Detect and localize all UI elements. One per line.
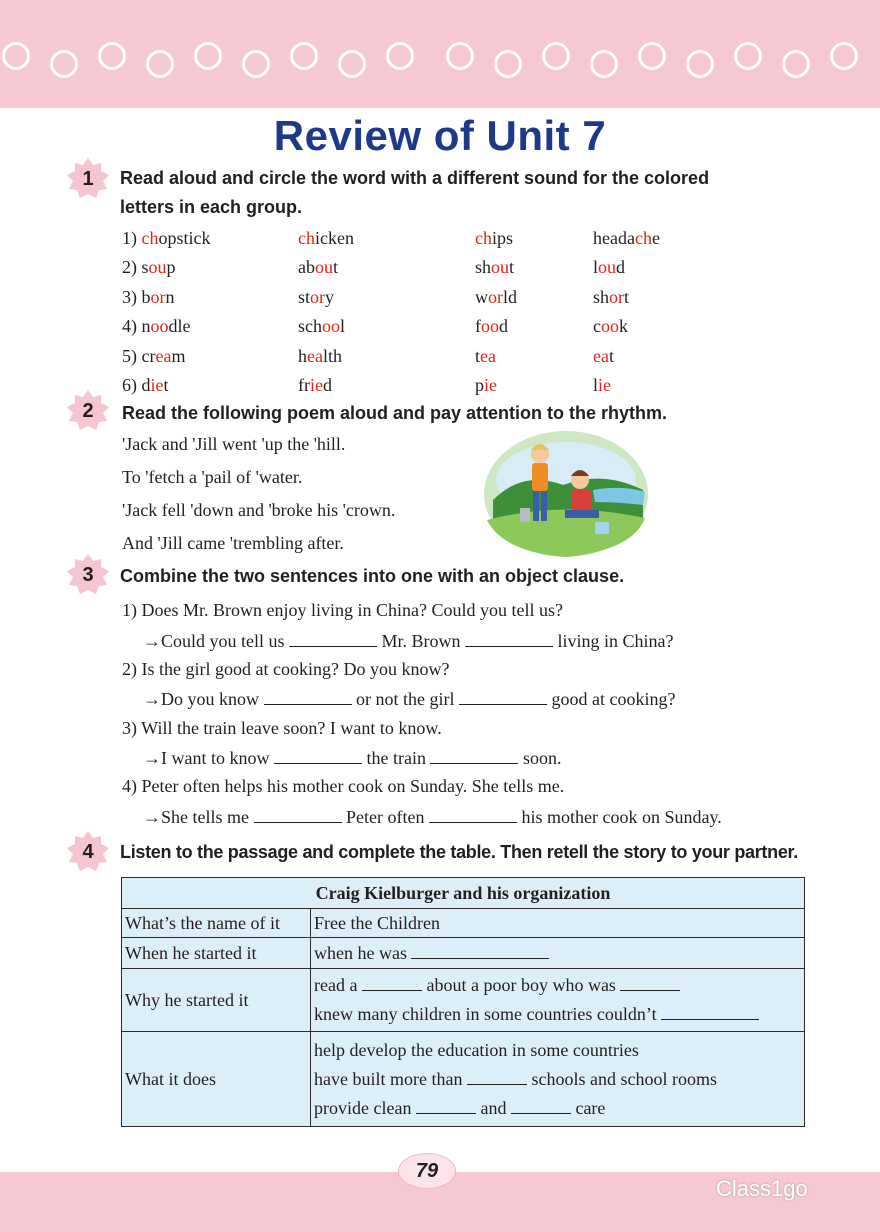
exercise-question: 3) Will the train leave soon? I want to know. (122, 717, 442, 738)
answer-blank[interactable] (511, 1097, 571, 1114)
word-item[interactable]: fried (298, 375, 332, 395)
answer-blank[interactable] (429, 806, 517, 823)
colored-letters: ie (310, 375, 323, 395)
word-item[interactable]: tea (475, 345, 496, 366)
section-4-badge (67, 831, 109, 873)
colored-letters: ou (315, 257, 333, 278)
answer-blank[interactable] (264, 688, 352, 705)
word-item[interactable]: pie (475, 375, 497, 395)
word-item[interactable]: 6) diet (122, 375, 169, 395)
exercise-question: 4) Peter often helps his mother cook on Sunday. She tells me. (122, 776, 565, 797)
colored-letters: ea (307, 345, 323, 366)
table-row-label: What’s the name of it (122, 909, 311, 938)
word-item[interactable]: about (298, 257, 339, 278)
answer-text: or not the girl (351, 689, 459, 710)
table-text: provide clean (314, 1097, 416, 1118)
poem-line: To 'fetch a 'pail of 'water. (122, 467, 303, 487)
section-1-instruction (120, 164, 709, 222)
colored-letters: ch (634, 228, 652, 248)
word-group-label: 4) (122, 316, 142, 337)
page-number: 79 (398, 1153, 456, 1189)
decorative-circle (338, 50, 366, 78)
table-text: have built more than (314, 1068, 467, 1089)
page-title: Review of Unit 7 (273, 112, 607, 159)
word-item[interactable]: 4) noodle (122, 316, 191, 337)
word-item[interactable]: cook (593, 316, 628, 337)
answer-text: →I want to know (143, 748, 274, 769)
colored-letters: ou (598, 257, 617, 278)
colored-letters: ea (480, 345, 496, 366)
decorative-circle (290, 42, 318, 70)
word-item[interactable]: eat (593, 345, 614, 366)
colored-letters: ch (298, 228, 315, 248)
word-item[interactable]: lie (593, 375, 612, 395)
word-item[interactable]: school (298, 316, 346, 337)
section-4-number: 4 (82, 841, 94, 863)
colored-letters: or (310, 286, 326, 307)
word-item[interactable]: world (475, 286, 518, 307)
section-1-instruction-line2: letters in each group. (120, 197, 303, 217)
poem-line: 'Jack fell 'down and 'broke his 'crown. (122, 500, 396, 520)
answer-text: →Do you know (143, 689, 264, 710)
table-text: when he was (314, 943, 412, 963)
word-group-label: 3) (122, 286, 142, 307)
colored-letters: oo (481, 316, 499, 337)
word-item[interactable]: health (298, 345, 342, 366)
colored-letters: ea (155, 345, 172, 366)
word-item[interactable]: 3) born (122, 286, 175, 307)
exercise-answer-line (143, 630, 674, 652)
section-1-instruction-line1: Read aloud and circle the word with a different sound for the colored (120, 168, 710, 188)
decorative-circle (446, 42, 474, 70)
info-table (121, 877, 805, 1127)
exercise-question: 1) Does Mr. Brown enjoy living in China? Could you tell us? (122, 600, 563, 620)
decorative-circle (242, 50, 270, 78)
colored-letters: ie (598, 375, 612, 395)
table-text: knew many children in some countries couldn’t (314, 1004, 662, 1024)
exercise-question: 2) Is the girl good at cooking? Do you know? (122, 658, 450, 679)
exercise-answer-line (143, 806, 722, 828)
answer-blank[interactable] (274, 747, 362, 764)
decorative-circle (50, 50, 78, 78)
decorative-circle (590, 50, 618, 78)
watermark-text: Class1go (716, 1176, 808, 1201)
exercise-answer-line (143, 688, 675, 710)
answer-blank[interactable] (467, 1068, 527, 1085)
answer-blank[interactable] (411, 942, 549, 959)
answer-blank[interactable] (661, 1003, 759, 1020)
table-row (122, 969, 805, 1032)
decorative-circle (830, 42, 858, 70)
table-row (122, 1032, 805, 1127)
word-item[interactable]: 2) soup (122, 257, 176, 278)
table-header: Craig Kielburger and his organization (122, 878, 805, 909)
word-group-label: 2) (122, 257, 142, 278)
table-text: and (475, 1097, 511, 1118)
word-group-label: 6) (122, 375, 142, 395)
section-2-number: 2 (82, 400, 94, 422)
section-4-instruction: Listen to the passage and complete the table. Then retell the story to your partner. (120, 842, 798, 862)
table-header-row (122, 878, 805, 909)
table-row-label: Why he started it (122, 969, 311, 1032)
word-item[interactable]: chicken (298, 228, 354, 248)
decorative-circle (542, 42, 570, 70)
colored-letters: ch (475, 228, 492, 248)
jack-and-jill-illustration (483, 430, 649, 558)
answer-text: →Could you tell us (143, 630, 290, 651)
answer-blank[interactable] (362, 974, 422, 991)
answer-blank[interactable] (465, 630, 553, 647)
section-3-badge (67, 554, 109, 596)
colored-letters: oo (150, 316, 169, 337)
table-row-content (311, 969, 805, 1032)
word-item[interactable]: chips (475, 228, 514, 248)
decorative-circle (386, 42, 414, 70)
answer-blank[interactable] (254, 806, 342, 823)
table-row-content (311, 1032, 805, 1127)
word-item[interactable]: food (475, 316, 508, 337)
colored-letters: ie (150, 375, 164, 395)
section-1-number: 1 (82, 168, 94, 190)
colored-letters: oo (322, 316, 340, 337)
word-item[interactable]: headache (593, 228, 660, 248)
table-row-label: What it does (122, 1032, 311, 1127)
decorative-circle (194, 42, 222, 70)
table-text: about a poor boy who was (421, 975, 621, 995)
colored-letters: or (488, 286, 503, 307)
table-text: read a (314, 975, 362, 995)
word-group-label: 1) (122, 228, 142, 248)
word-group-label: 5) (122, 345, 142, 366)
word-item[interactable]: 1) chopstick (122, 228, 211, 248)
answer-text: living in China? (553, 630, 674, 651)
decorative-circle (782, 50, 810, 78)
section-3-number: 3 (82, 564, 94, 586)
decorative-circle (2, 42, 30, 70)
colored-letters: ea (593, 345, 609, 366)
top-decorative-band (0, 0, 880, 108)
answer-text: the train (361, 748, 431, 769)
section-2-badge (67, 390, 109, 432)
decorative-circle (734, 42, 762, 70)
answer-blank[interactable] (459, 688, 547, 705)
table-text: help develop the education in some countries (314, 1039, 639, 1060)
answer-text: →She tells me (143, 806, 254, 827)
table-row-content (311, 938, 805, 969)
word-item[interactable]: short (593, 286, 630, 307)
answer-blank[interactable] (289, 630, 377, 647)
colored-letters: or (609, 286, 625, 307)
answer-text: Mr. Brown (377, 630, 466, 651)
section-2-instruction: Read the following poem aloud and pay attention to the rhythm. (122, 403, 668, 423)
table-row-label: When he started it (122, 938, 311, 969)
poem-line: 'Jack and 'Jill went 'up the 'hill. (122, 434, 346, 454)
table-row (122, 938, 805, 969)
colored-letters: ie (484, 375, 497, 395)
decorative-circle (494, 50, 522, 78)
answer-blank[interactable] (620, 974, 680, 991)
exercise-answer-line (143, 747, 561, 769)
answer-blank[interactable] (430, 747, 518, 764)
answer-text: soon. (518, 748, 562, 769)
colored-letters: or (150, 286, 166, 307)
answer-text: good at cooking? (546, 689, 676, 710)
table-text: care (570, 1097, 606, 1118)
colored-letters: ch (141, 228, 159, 248)
section-1-badge (67, 158, 109, 200)
table-row (122, 909, 805, 938)
word-item[interactable]: 5) cream (122, 345, 186, 366)
answer-text: Peter often (341, 806, 429, 827)
poem-line: And 'Jill came 'trembling after. (122, 533, 344, 553)
table-text: schools and school rooms (526, 1068, 717, 1089)
word-item[interactable]: story (298, 286, 335, 307)
answer-blank[interactable] (416, 1097, 476, 1114)
section-3-instruction: Combine the two sentences into one with an object clause. (120, 566, 625, 586)
word-item[interactable]: shout (475, 257, 515, 278)
answer-text: his mother cook on Sunday. (516, 806, 722, 827)
colored-letters: oo (601, 316, 619, 337)
word-item[interactable]: loud (593, 257, 626, 278)
decorative-circle (686, 50, 714, 78)
colored-letters: ou (491, 257, 510, 278)
colored-letters: ou (148, 257, 167, 278)
table-row-content: Free the Children (311, 909, 805, 938)
decorative-circle (638, 42, 666, 70)
decorative-circle (146, 50, 174, 78)
decorative-circle (98, 42, 126, 70)
